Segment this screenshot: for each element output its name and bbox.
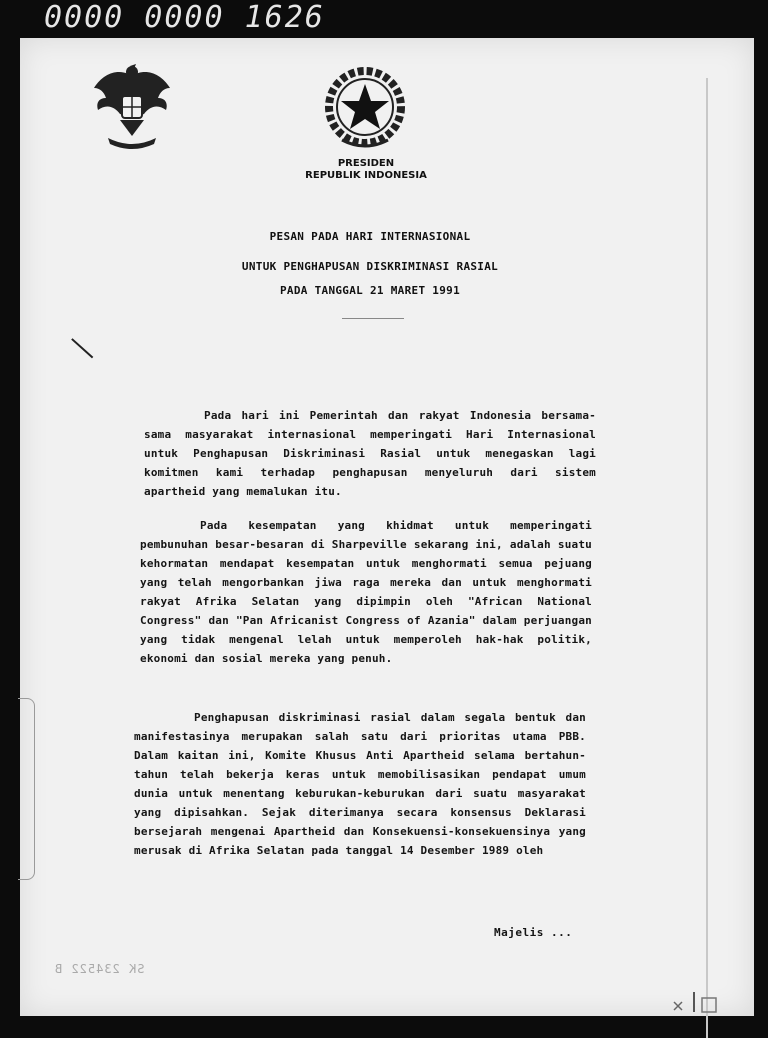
page-continuation-catchword: Majelis ... [494,926,573,939]
document-page [20,38,754,1016]
message-title-line-2: UNTUK PENGHAPUSAN DISKRIMINASI RASIAL [241,260,499,273]
letterhead-line-republik: REPUBLIK INDONESIA [305,170,427,181]
letterhead-line-presiden: PRESIDEN [337,158,395,169]
garuda-emblem-icon [90,58,174,150]
corner-handwritten-mark [672,988,722,1014]
message-title-line-1: PESAN PADA HARI INTERNASIONAL [269,230,471,243]
message-title-line-3: PADA TANGGAL 21 MARET 1991 [280,284,460,297]
title-underline-rule [342,318,404,319]
microfilm-frame-number: 0000 0000 1626 [44,0,325,35]
letterhead-title [260,158,472,182]
binder-tab [18,698,35,880]
body-paragraph-3: Penghapusan diskriminasi rasial dalam segala bentuk dan manifestasinya merupakan salah satu dari prioritas utama PBB. Dalam kaitan ini, Komite Khusus Anti Apartheid selama bertahun-tahun telah bekerja keras untuk memobilisasikan pendapat umum dunia untuk menentang keburukan-keburukan dari suatu masyarakat yang dipisahkan. Sejak diterimanya secara konsensus Deklarasi bersejarah mengenai Apartheid dan Konsekuensi-konsekuensinya yang merusak di Afrika Selatan pada tanggal 14 Desember 1989 oleh [134,711,586,857]
page-fold-edge [706,78,708,1038]
reverse-stamp-number: SK 234522 B [54,962,145,976]
body-paragraph-1: Pada hari ini Pemerintah dan rakyat Indonesia bersama-sama masyarakat internasional memperingati Hari Internasional untuk Penghapusan Diskriminasi Rasial untuk menegaskan lagi komitmen kami terhadap penghapusan menyeluruh dari sistem apartheid yang memalukan itu. [144,409,596,498]
body-paragraph-2: Pada kesempatan yang khidmat untuk memperingati pembunuhan besar-besaran di Sharpeville sekarang ini, adalah suatu kehormatan mendapat kesempatan untuk menghormati semua pejuang yang telah mengorbankan jiwa raga mereka dan untuk menghormati rakyat Afrika Selatan yang dipimpin oleh "African National Congress" dan "Pan Africanist Congress of Azania" dalam perjuangan yang tidak mengenal lelah untuk memperoleh hak-hak politik, ekonomi dan sosial mereka yang penuh. [140,519,592,665]
presidential-seal-icon [320,62,410,152]
pen-mark [71,338,93,358]
